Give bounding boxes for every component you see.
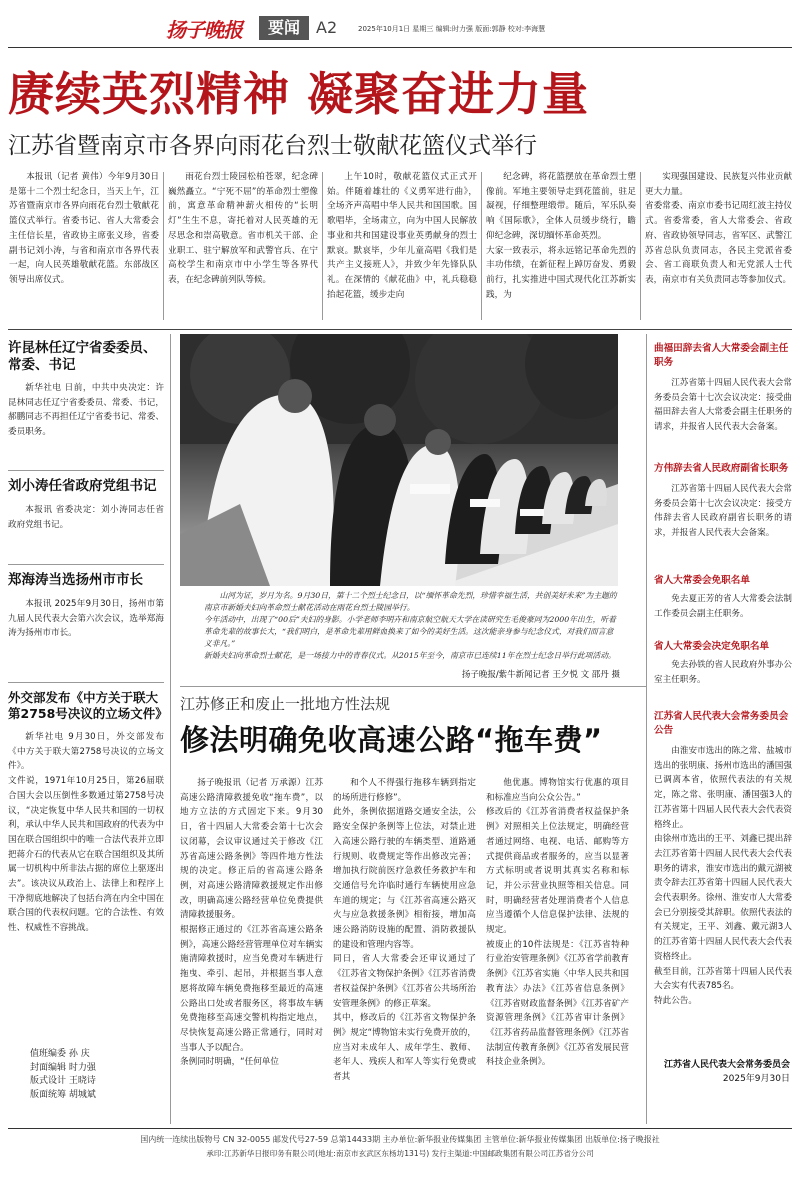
brief-3-text: 本报讯 2025年9月30日，扬州市第九届人民代表大会第六次会议，选举郑海涛为扬州市市长。 bbox=[8, 599, 164, 639]
lead-col-5: 实现强国建设、民族复兴伟业贡献更大力量。 省委常委、南京市委书记周红波主持仪式。省委常委，省人大常委会、省政府、省政协领导同志，省军区、武警江苏省总队负责同志，各民主党派省委会、省工商联负责人和无党派人士代表，南京市有关负责同志等参加仪式。 bbox=[645, 172, 792, 285]
section-badge: 要闻 bbox=[259, 16, 309, 40]
law-headline: 修法明确免收高速公路“拖车费” bbox=[180, 723, 603, 757]
right-item-5-title: 江苏省人民代表大会常务委员会公告 bbox=[654, 711, 789, 736]
announcement-date: 2025年9月30日 bbox=[722, 1074, 790, 1084]
right-item-2-text: 江苏省第十四届人民代表大会常务委员会第十七次会议决定：接受方伟辞去省人民政府副省长职务的请求，并报省人民代表大会备案。 bbox=[654, 484, 792, 539]
footer-line-1: 国内统一连续出版物号 CN 32-0055 邮发代号27-59 总第14433期 主办单位:新华报业传媒集团 主管单位:新华报业传媒集团 出版单位:扬子晚报社 bbox=[140, 1135, 660, 1144]
brief-2-title: 刘小涛任省政府党组书记 bbox=[8, 478, 157, 494]
brief-1-body bbox=[8, 381, 164, 440]
law-col-2: 和个人不得强行拖移车辆到指定的场所进行修修”。 此外，条例依据道路交通安全法，公路安全保护条例等上位法，对禁止进入高速公路行驶的车辆类型、道路通行规则、收费规定等作出修改完善；增加执行院前医疗急救任务救护车和交通信号允许临时通行车辆使用应急车道的规定；与《江苏省高速公路灭火与应急救援条例》相衔接，增加高速公路消防设施的配置、消防救援队的建设和管理内容等。 同日，省人大常委会还审议通过了《江苏省文物保护条例》《江苏省消费者权益保护条例》《江苏省公共场所治安管理条例》的修正草案。 其中，修改后的《江苏省文物保护条例》规定“博物馆未实行免费开放的，应当对未成年人、成年学生、教师、老年人、残疾人和军人等实行免费或者其 bbox=[333, 778, 476, 1083]
brief-3 bbox=[8, 572, 164, 641]
brief-1-title: 许昆林任辽宁省委委员、常委、书记 bbox=[8, 340, 157, 373]
section-rule bbox=[8, 329, 792, 330]
lead-col-3-text: 上午10时，敬献花篮仪式正式开始。伴随着雄壮的《义勇军进行曲》，全场齐声高唱中华人民共和国国歌。国歌唱毕，全场肃立，向为中国人民解放事业和共和国建设事业英勇献身的烈士默哀。默哀毕，少年儿童高唱《我们是共产主义接班人》，并致少年先锋队队礼。在深情的《献花曲》中，礼兵稳稳抬起花篮，缓步走向 bbox=[327, 172, 477, 300]
lead-col-4: 纪念碑，将花篮摆放在革命烈士塑像前。军地主要领导走到花篮前，驻足凝视，仔细整理缎带。随后，军乐队奏响《国际歌》，全体人员缓步绕行，瞻仰纪念碑，深切缅怀革命英烈。 大家一致表示，将永远铭记革命先烈的丰功伟绩，在新征程上踔厉奋发、勇毅前行，扎实推进中国式现代化江苏新实践，为 bbox=[486, 172, 636, 300]
right-item-5 bbox=[654, 710, 792, 1079]
right-item-3-title: 省人大常委会免职名单 bbox=[654, 575, 750, 586]
right-item-4-body bbox=[654, 658, 792, 687]
divider bbox=[640, 172, 641, 320]
credit-row bbox=[30, 1089, 160, 1103]
photo-ceremony-illustration bbox=[180, 334, 618, 586]
brief-4-title: 外交部发布《中方关于联大第2758号决议的立场文件》 bbox=[8, 690, 168, 721]
brief-1-text: 新华社电 日前，中共中央决定：许昆林同志任辽宁省委委员、常委、书记，郝鹏同志不再担任辽宁省委书记、常委、委员职务。 bbox=[8, 383, 164, 438]
divider bbox=[322, 172, 323, 320]
credit-name: 胡城斌 bbox=[68, 1089, 96, 1100]
brief-4-body: 新华社电 9月30日，外交部发布《中方关于联大第2758号决议的立场文件》。 文件说，1971年10月25日，第26届联合国大会以压倒性多数通过第2758号决议，“决定恢复中华人民共和国的一切权利，承认中华人民共和国政府的代表为中国在联合国组织中的唯一合法代表并立即把蒋介石的代表从它在联合国组织及其所属一切机构中所非法占据的席位上驱逐出去”。该决议从政治上、法律上和程序上干净彻底地解决了包括台湾在内全中国在联合国的代表权问题。它的合法性、有效性、权威性不容挑战。 bbox=[8, 732, 164, 934]
brief-2-body bbox=[8, 503, 164, 532]
divider bbox=[163, 172, 164, 320]
right-item-2-title: 方伟辞去省人民政府副省长职务 bbox=[654, 463, 789, 474]
credit-row bbox=[30, 1062, 160, 1076]
right-item-4 bbox=[654, 640, 792, 687]
law-col-1: 扬子晚报讯（记者 万承源）江苏高速公路清障救援免收“拖车费”，以地方立法的方式固定下来。9月30日，省十四届人大常委会第十七次会议闭幕，会议审议通过关于修改《江苏省高速公路条例》等四件地方性法规的决定。修正后的省高速公路条例，对高速公路清障救援规定作出修改，明确高速公路经营单位免费提供清障救援服务。 根据修正通过的《江苏省高速公路条例》，高速公路经营管理单位对车辆实施清障救援时，应当免费对车辆进行拖曳、牵引、起吊，并根据当事人意愿将故障车辆免费拖移至最近的高速公路出口处或者服务区，将事故车辆免费拖移至高速交警机构指定地点，尽快恢复高速公路正常通行，同时对当事人予以配合。 条例同时明确，“任何单位 bbox=[180, 778, 323, 1068]
left-column-rule bbox=[170, 334, 171, 1124]
divider bbox=[8, 470, 164, 471]
credit-row bbox=[30, 1048, 160, 1062]
right-item-1 bbox=[654, 342, 792, 435]
lead-col-3 bbox=[327, 170, 477, 324]
law-kicker: 江苏修正和废止一批地方性法规 bbox=[180, 695, 391, 713]
credit-row bbox=[30, 1075, 160, 1089]
page-number: A2 bbox=[316, 18, 338, 37]
divider bbox=[8, 564, 164, 565]
divider bbox=[481, 172, 482, 320]
divider bbox=[8, 682, 164, 683]
brief-3-title: 郑海涛当选扬州市市长 bbox=[8, 572, 143, 588]
right-item-5-body: 由淮安市选出的陈之常、盐城市选出的张明康、扬州市选出的潘国强已调离本省，依照代表法的有关规定，陈之常、张明康、潘国强3人的江苏省第十四届人民代表大会代表资格终止。 由徐州市选出的王平、刘鑫已提出辞去江苏省第十四届人民代表大会代表职务的请求，淮安市选出的戴元湖被责令辞去江苏省第十四届人民代表大会代表职务。徐州、淮安市人大常委会已分别接受其辞职。依照代表法的有关规定，王平、刘鑫、戴元湖3人的江苏省第十四届人民代表大会代表资格终止。 截至目前，江苏省第十四届人民代表大会实有代表785名。 特此公告。 bbox=[654, 746, 792, 1006]
credit-role: 版面统筹 bbox=[30, 1089, 67, 1100]
lead-col-2 bbox=[168, 170, 318, 324]
right-item-4-text: 免去孙铁的省人民政府外事办公室主任职务。 bbox=[654, 660, 792, 685]
right-item-2 bbox=[654, 462, 792, 541]
lead-col-1-text: 本报讯（记者 黄伟）今年9月30日是第十二个烈士纪念日，当天上午，江苏省暨南京市各界向雨花台烈士敬献花篮仪式举行。省委书记、省人大常委会主任信长星，省政协主席张义珍，省委副书记刘小涛，与省和南京市各界代表一起，向人民英雄敬献花篮。东部战区领导出席仪式。 bbox=[9, 172, 159, 285]
announcement-signature bbox=[654, 1058, 790, 1086]
newspaper-logo: 扬子晚报 bbox=[166, 18, 242, 42]
brief-4 bbox=[8, 690, 168, 1030]
news-photo bbox=[180, 334, 618, 586]
credits-box bbox=[30, 1048, 160, 1102]
right-item-3 bbox=[654, 574, 792, 621]
law-col-3: 他优惠。博物馆实行优惠的项目和标准应当向公众公告。” 修改后的《江苏省消费者权益保护条例》对照相关上位法规定，明确经营者通过网络、电视、电话、邮购等方式提供商品或者服务的，应当以显著方式标明或者说明其真实名称和标记，并公示营业执照等相关信息。同时，明确经营者处理消费者个人信息应当遵循个人信息保护法律、法规的规定。 被废止的10件法规是：《江苏省特种行业治安管理条例》《江苏省学前教育条例》《江苏省实施〈中华人民共和国教育法〉办法》《江苏省信息条例》《江苏省财政监督条例》《江苏省矿产资源管理条例》《江苏省审计条例》《江苏省药品监督管理条例》《江苏省法制宣传教育条例》《江苏省发展民营科技企业条例》。 bbox=[486, 778, 629, 1068]
subheadline: 江苏省暨南京市各界向雨花台烈士敬献花篮仪式举行 bbox=[8, 133, 537, 159]
right-item-1-text: 江苏省第十四届人民代表大会常务委员会第十七次会议决定：接受曲福田辞去省人大常委会副主任职务的请求，并报省人民代表大会备案。 bbox=[654, 378, 792, 433]
credit-role: 版式设计 bbox=[30, 1076, 67, 1086]
footer-line-2: 承印:江苏新华日报印务有限公司(地址:南京市玄武区东杨坊131号) 发行主渠道:中国邮政集团有限公司江苏省分公司 bbox=[206, 1149, 594, 1158]
headline: 赓续英烈精神 凝聚奋进力量 bbox=[8, 67, 590, 121]
photo-credit: 扬子晚报/紫牛新闻记者 王夕悦 文 邵丹 摄 bbox=[461, 670, 620, 680]
right-item-1-body bbox=[654, 376, 792, 435]
right-item-2-body bbox=[654, 482, 792, 541]
brief-2-text: 本报讯 省委决定：刘小涛同志任省政府党组书记。 bbox=[8, 505, 164, 530]
lead-col-2-text: 雨花台烈士陵园松柏苍翠，纪念碑巍然矗立。“宁死不屈”的革命烈士塑像前，寓意革命精神薪火相传的“长明灯”生生不息，寄托着对人民英雄的无尽思念和崇高敬意。省市机关干部、企业职工、驻宁解放军和武警官兵、在宁高校学生和南京市中小学生等各界代表，在纪念碑前列队等候。 bbox=[168, 172, 318, 285]
credit-role: 值班编委 bbox=[30, 1049, 67, 1059]
credit-role: 封面编辑 bbox=[30, 1062, 67, 1073]
announcement-issuer: 江苏省人民代表大会常务委员会 bbox=[663, 1060, 790, 1070]
brief-3-body bbox=[8, 597, 164, 641]
divider bbox=[180, 686, 646, 687]
right-column-rule bbox=[646, 334, 647, 1124]
right-item-3-text: 免去夏正芳的省人大常委会法制工作委员会副主任职务。 bbox=[654, 594, 792, 619]
right-item-3-body bbox=[654, 592, 792, 621]
lead-col-1 bbox=[9, 170, 159, 324]
credit-name: 王晓诗 bbox=[68, 1076, 96, 1086]
right-item-4-title: 省人大常委会决定免职名单 bbox=[654, 641, 770, 652]
brief-2 bbox=[8, 478, 164, 532]
brief-1 bbox=[8, 340, 164, 440]
masthead bbox=[8, 8, 792, 48]
right-item-1-title: 曲福田辞去省人大常委会副主任职务 bbox=[654, 343, 789, 368]
issue-info: 2025年10月1日 星期三 编辑:时力强 版面:郭静 校对:李海慧 bbox=[358, 25, 546, 33]
footer-rule bbox=[8, 1128, 792, 1129]
credit-name: 孙 庆 bbox=[68, 1049, 90, 1059]
photo-caption: 山河为证，岁月为名。9月30日，第十二个烈士纪念日，以“缅怀革命先烈，珍惜幸福生活，共创美好未来”为主题的南京市新婚夫妇向革命烈士献花活动在雨花台烈士陵园举行。 今年活动中，出现了“00后”夫妇的身影。小学老师李明卉和南京航空航天大学在读研究生毛俊豪同为2000年出生，听着革命先辈的故事长大，“我们明白，是革命先辈用鲜血换来了如今的美好生活。这次能亲身参与纪念仪式，对我们而言意义非凡。” 新婚夫妇向革命烈士献花，是一场接力中的青春仪式。从2015年至今，南京市已连续11年在烈士纪念日举行此项活动。 bbox=[204, 591, 617, 660]
credit-name: 时力强 bbox=[68, 1062, 96, 1073]
